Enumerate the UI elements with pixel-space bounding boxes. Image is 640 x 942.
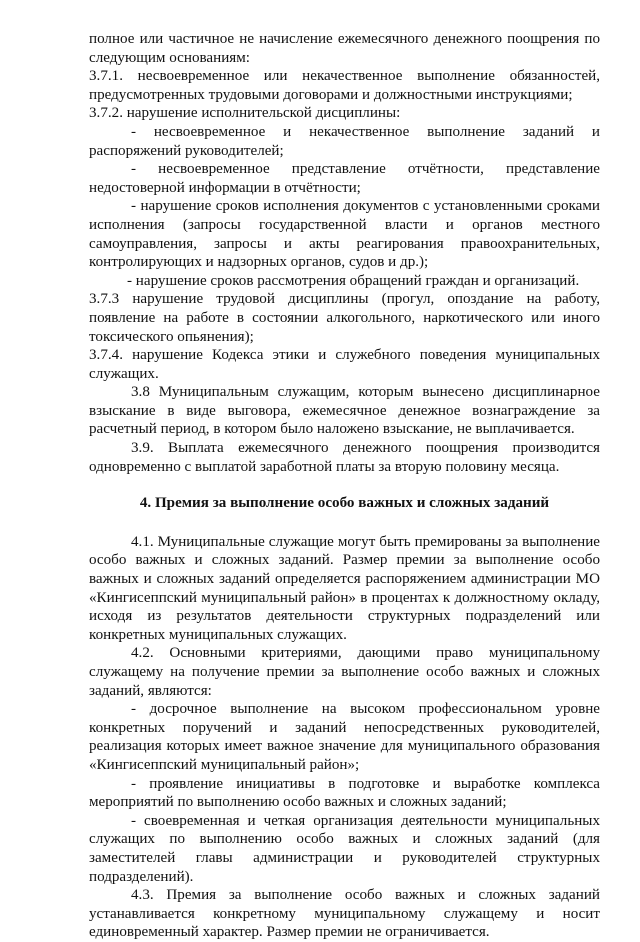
- clause-4-2: 4.2. Основными критериями, дающими право муниципальному служащему на получение премии за выполнение особо важных и сложных заданий, являются:: [89, 645, 600, 699]
- paragraph-intro: полное или частичное не начисление ежемесячного денежного поощрения по следующим основаниям:: [89, 31, 600, 66]
- bullet-document-deadlines: - нарушение сроков исполнения документов с установленными сроками исполнения (запросы государственной власти и органов местного самоуправления, запросы и акты реагирования правоохранительных, контролирующих и надзорных органов, судов и др.);: [89, 198, 600, 271]
- bullet-appeals-deadlines: - нарушение сроков рассмотрения обращений граждан и организаций.: [127, 272, 580, 289]
- section-4-heading: 4. Премия за выполнение особо важных и сложных заданий: [139, 495, 550, 512]
- bullet-early-completion: - досрочное выполнение на высоком профессиональном уровне конкретных поручений и заданий непосредственных руководителей, реализация которых имеет важное значение для муниципального образования «Кингисеппский муниципальный район»;: [89, 701, 600, 773]
- clause-4-3: 4.3. Премия за выполнение особо важных и сложных заданий устанавливается конкретному муниципальному служащему и носит единовременный характер. Размер премии не ограничивается.: [89, 887, 600, 941]
- clause-3-8: 3.8 Муниципальным служащим, которым вынесено дисциплинарное взыскание в виде выговора, ежемесячное денежное вознаграждение за расчетный период, в котором было наложено взыскание, не выплачивается.: [89, 384, 600, 438]
- bullet-initiative: - проявление инициативы в подготовке и выработке комплекса мероприятий по выполнению особо важных и сложных заданий;: [89, 775, 600, 811]
- clause-3-7-4: 3.7.4. нарушение Кодекса этики и служебного поведения муниципальных служащих.: [89, 347, 600, 382]
- clause-3-9: 3.9. Выплата ежемесячного денежного поощрения производится одновременно с выплатой заработной платы за вторую половину месяца.: [89, 440, 600, 475]
- bullet-untimely-execution: - несвоевременное и некачественное выполнение заданий и распоряжений руководителей;: [89, 123, 600, 159]
- bullet-organization: - своевременная и четкая организация деятельности муниципальных служащих по выполнению особо важных и сложных заданий (для заместителей главы администрации и руководителей структурных подразделений).: [89, 812, 600, 885]
- clause-3-7-1: 3.7.1. несвоевременное или некачественное выполнение обязанностей, предусмотренных трудовыми договорами и должностными инструкциями;: [89, 68, 600, 103]
- clause-3-7-2: 3.7.2. нарушение исполнительской дисциплины:: [89, 105, 401, 122]
- clause-4-1: 4.1. Муниципальные служащие могут быть премированы за выполнение особо важных и сложных заданий. Размер премии за выполнение особо важных и сложных заданий определяется распоряжением администрации МО «Кингисеппский муниципальный район» в процентах к должностному окладу, исходя из результатов деятельности структурных подразделений или конкретных муниципальных служащих.: [89, 533, 600, 643]
- bullet-untimely-reporting: - несвоевременное представление отчётности, представление недостоверной информации в отчётности;: [89, 161, 600, 196]
- clause-3-7-3: 3.7.3 нарушение трудовой дисциплины (прогул, опоздание на работу, появление на работе в состоянии алкогольного, наркотического или иного токсического опьянения);: [89, 291, 600, 345]
